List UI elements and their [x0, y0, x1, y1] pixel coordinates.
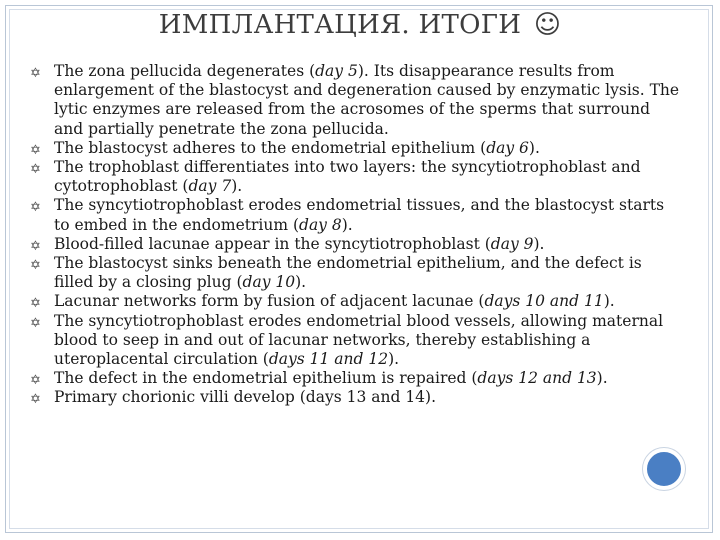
- bullet-item: [30, 196, 680, 234]
- bullet-text-end: ).: [596, 369, 608, 388]
- bullet-item: [30, 62, 680, 139]
- slide-title: [0, 10, 720, 40]
- bullet-star-icon: ✡: [30, 258, 41, 274]
- bullet-star-icon: ✡: [30, 162, 41, 178]
- bullet-text: The blastocyst sinks beneath the endometrial epithelium, and the defect is filled by a closing plug (: [54, 254, 642, 292]
- bullet-day: days 10 and 11: [484, 292, 604, 311]
- slide-title-text: ИМПЛАНТАЦИЯ. ИТОГИ: [158, 10, 522, 40]
- bullet-day: days 12 and 13: [477, 369, 597, 388]
- bullet-text: The zona pellucida degenerates (: [54, 62, 316, 80]
- bullet-text: The trophoblast differentiates into two layers: the syncytiotrophoblast and cytotrophoblast (: [54, 158, 641, 196]
- bullet-item: [30, 292, 680, 311]
- bullet-item: [30, 312, 680, 370]
- bullet-day: days 11 and 12: [268, 350, 389, 369]
- bullet-text-end: ).: [295, 273, 307, 292]
- bullet-item: [30, 388, 680, 407]
- bullet-day: day 5: [315, 62, 358, 80]
- bullet-star-icon: ✡: [30, 373, 41, 389]
- bullet-text-end: ).: [388, 350, 400, 369]
- bullet-day: day 9: [490, 234, 534, 253]
- bullet-text: The blastocyst adheres to the endometrial epithelium (: [54, 138, 487, 157]
- smiley-icon: ☺: [533, 10, 562, 40]
- bullet-star-icon: ✡: [30, 296, 41, 312]
- bullet-text: Blood-filled lacunae appear in the syncytiotrophoblast (: [54, 234, 491, 253]
- bullet-item: [30, 139, 680, 158]
- bullet-item: [30, 158, 680, 196]
- bullet-text: Lacunar networks form by fusion of adjacent lacunae (: [54, 292, 485, 311]
- bullet-item: [30, 369, 680, 388]
- bullet-text: Primary chorionic villi develop (days 13 and 14).: [54, 388, 437, 407]
- bullet-list: [30, 62, 680, 408]
- bullet-star-icon: ✡: [30, 66, 41, 81]
- bullet-text: The syncytiotrophoblast erodes endometrial blood vessels, allowing maternal blood to seep in and out of lacunar networks, thereby establishing a uteroplacental circulation (: [54, 311, 664, 369]
- bullet-day: day 8: [299, 215, 342, 234]
- bullet-star-icon: ✡: [30, 315, 41, 331]
- bullet-star-icon: ✡: [30, 142, 41, 158]
- bullet-item: [30, 254, 680, 292]
- bullet-text-end: ).: [533, 234, 545, 253]
- bullet-text-end: ). Its disappearance results from enlargement of the blastocyst and degeneration caused by enzymatic lysis. The lytic enzymes are released from the acrosomes of the sperms that surround and partially penetrate the zona pellucida.: [54, 62, 680, 138]
- bullet-text-end: ).: [528, 138, 540, 157]
- bullet-day: day 10: [242, 273, 296, 292]
- bullet-day: day 6: [486, 138, 529, 157]
- bullet-star-icon: ✡: [30, 238, 41, 254]
- decorative-circle: [643, 448, 685, 490]
- bullet-item: [30, 235, 680, 254]
- bullet-text-end: ).: [231, 177, 243, 196]
- bullet-text: The syncytiotrophoblast erodes endometrial tissues, and the blastocyst starts to embed in the endometrium (: [54, 196, 665, 234]
- bullet-text-end: ).: [603, 292, 615, 311]
- bullet-star-icon: ✡: [30, 392, 41, 408]
- bullet-day: day 7: [188, 177, 232, 196]
- bullet-star-icon: ✡: [30, 200, 41, 216]
- bullet-text: The defect in the endometrial epithelium is repaired (: [54, 369, 478, 388]
- bullet-text-end: ).: [341, 215, 353, 234]
